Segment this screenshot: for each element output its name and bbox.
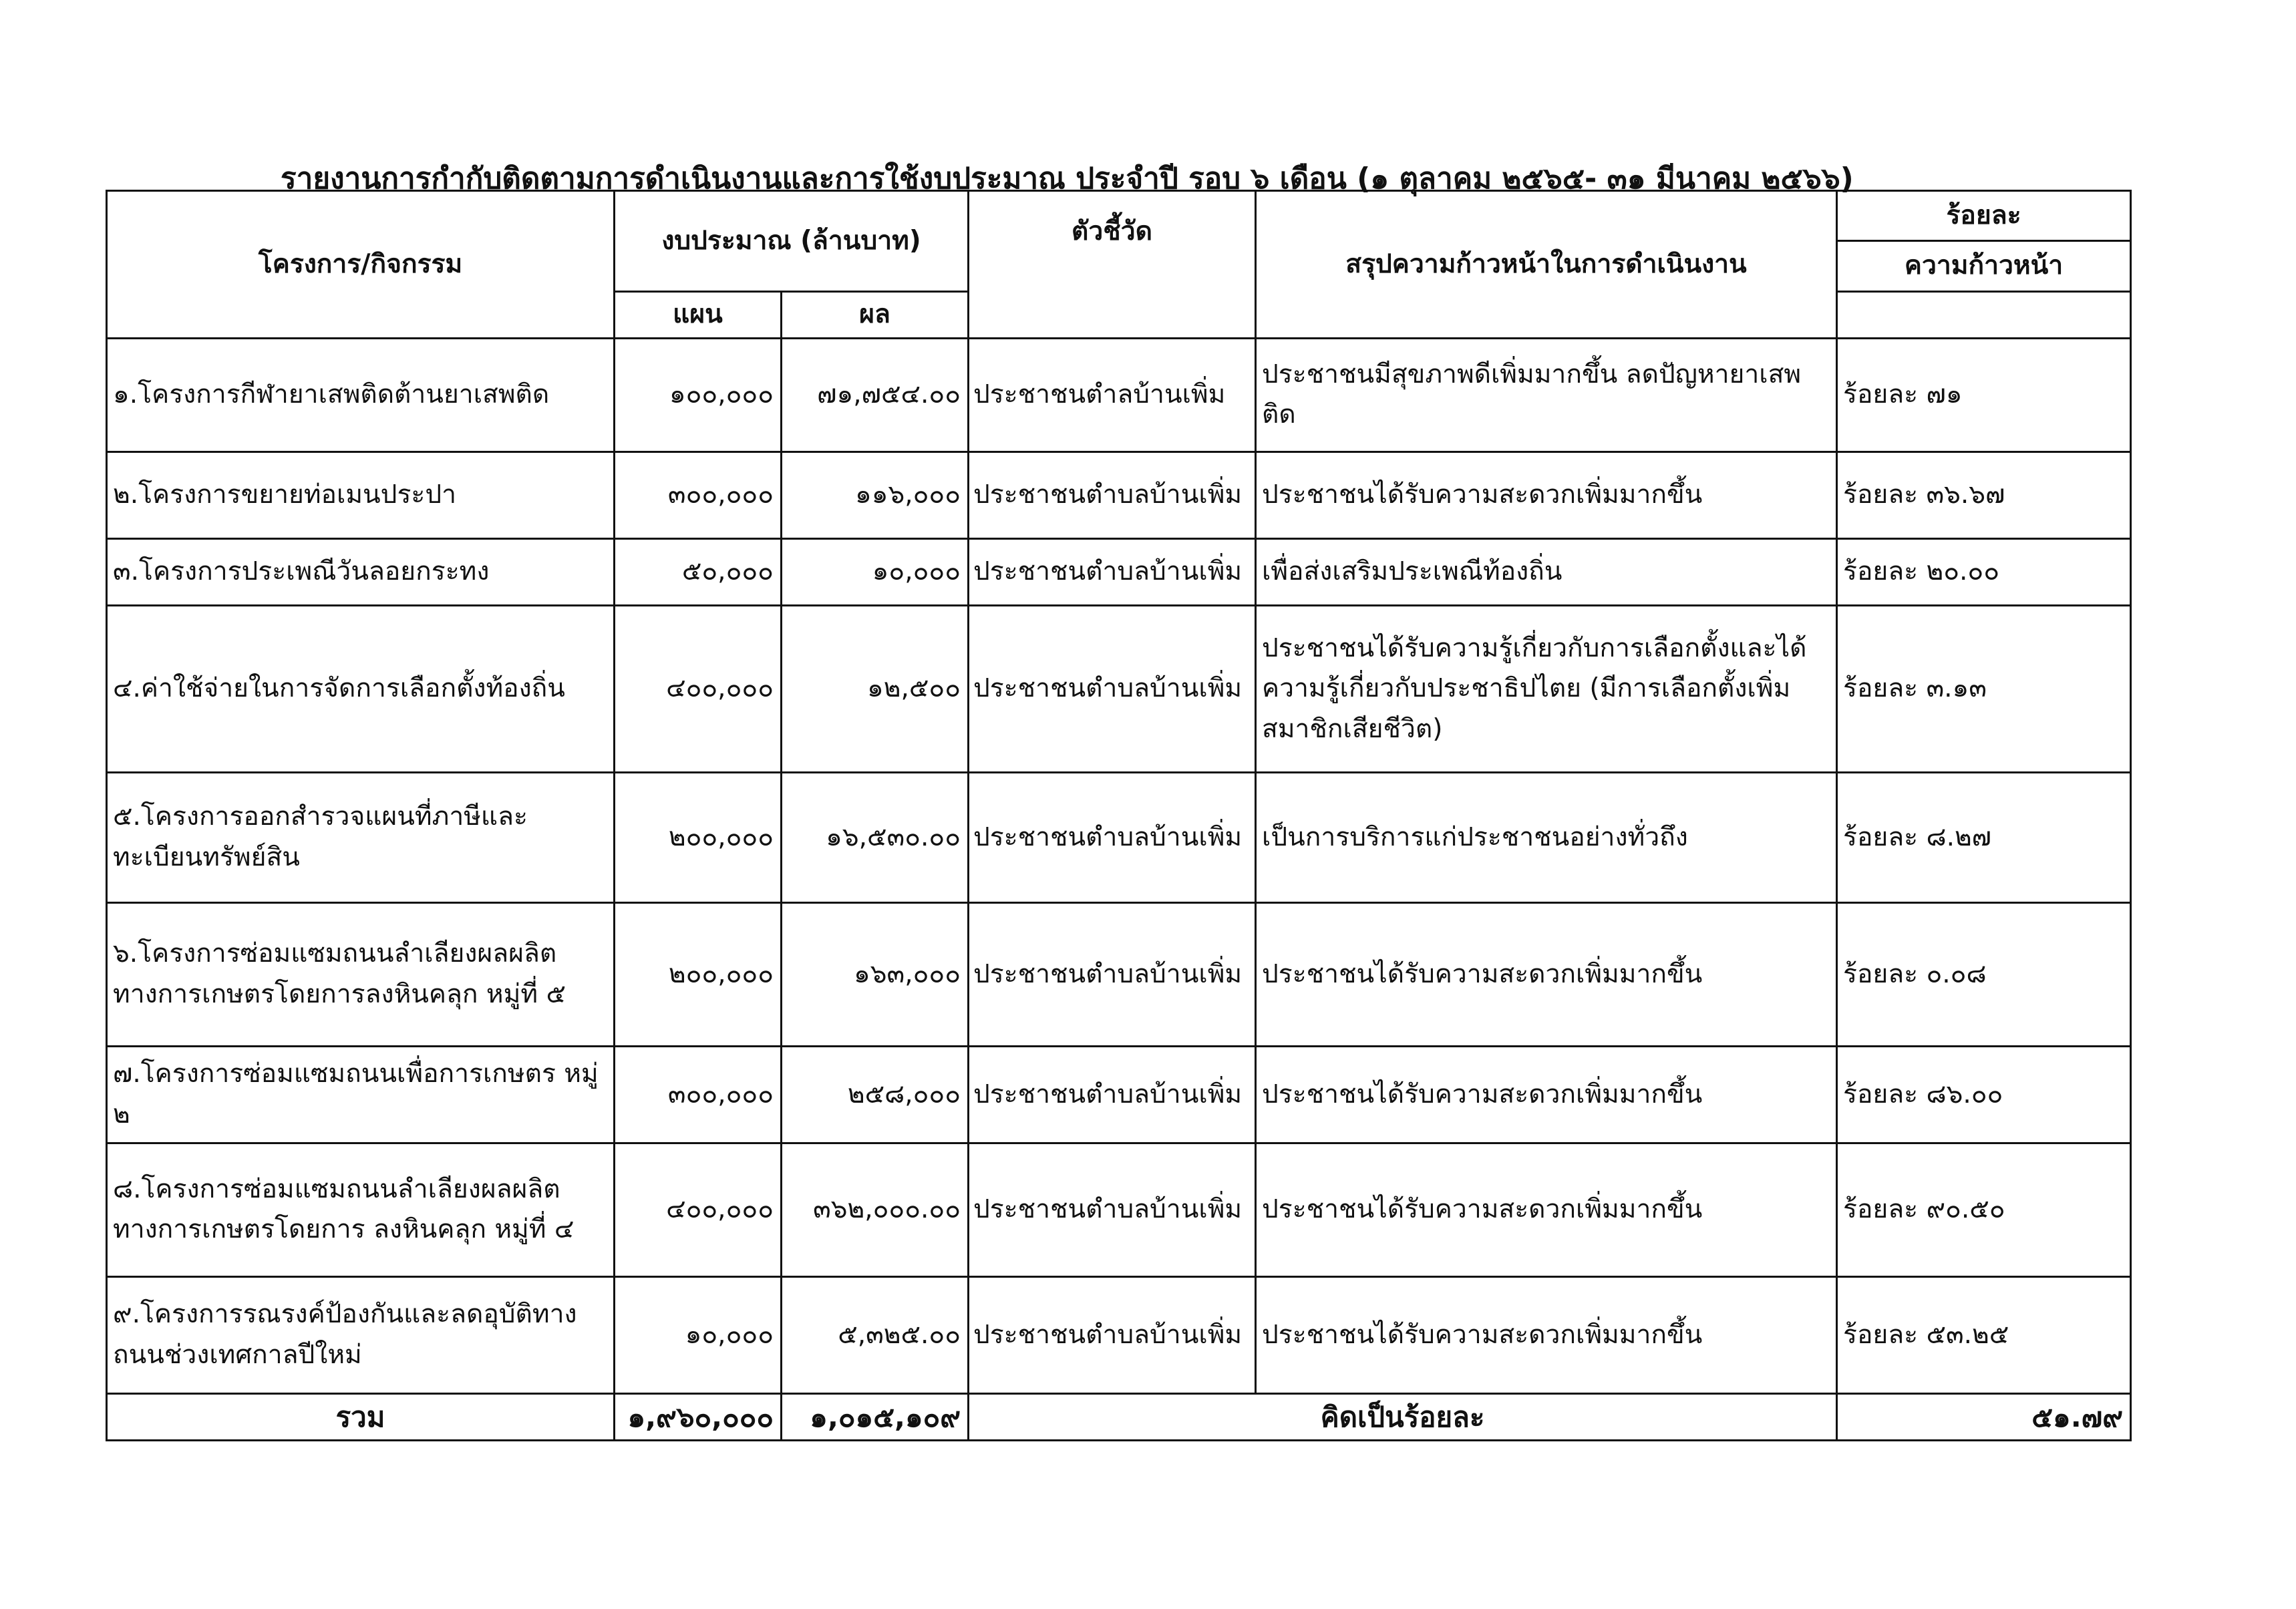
row-plan: ๑๐๐,๐๐๐ xyxy=(615,338,782,452)
row-result: ๑๐,๐๐๐ xyxy=(782,538,969,605)
row-plan: ๔๐๐,๐๐๐ xyxy=(615,605,782,772)
row-indicator: ประชาชนตำบลบ้านเพิ่ม xyxy=(969,902,1256,1046)
row-plan: ๓๐๐,๐๐๐ xyxy=(615,452,782,538)
total-summary-label: คิดเป็นร้อยละ xyxy=(969,1393,1837,1440)
row-indicator: ประชาชนตำลบ้านเพิ่ม xyxy=(969,338,1256,452)
row-percent: ร้อยละ ๓๖.๖๗ xyxy=(1837,452,2131,538)
row-project: ๙.โครงการรณรงค์ป้องกันและลดอุบัติทางถนนช่วงเทศกาลปีใหม่ xyxy=(107,1276,615,1393)
row-percent: ร้อยละ ๗๑ xyxy=(1837,338,2131,452)
table-row xyxy=(107,338,2131,452)
header-percent xyxy=(1837,191,2131,292)
row-percent: ร้อยละ ๘.๒๗ xyxy=(1837,772,2131,902)
total-percent: ๕๑.๗๙ xyxy=(1837,1393,2131,1440)
row-summary: ประชาชนได้รับความสะดวกเพิ่มมากขึ้น xyxy=(1256,1276,1837,1393)
header-percent-top: ร้อยละ xyxy=(1838,192,2130,242)
row-summary: ประชาชนได้รับความรู้เกี่ยวกับการเลือกตั้งและได้ความรู้เกี่ยวกับประชาธิปไตย (มีการเลือกตั้งเพิ่มสมาชิกเสียชีวิต) xyxy=(1256,605,1837,772)
total-row xyxy=(107,1393,2131,1440)
row-indicator: ประชาชนตำบลบ้านเพิ่ม xyxy=(969,1143,1256,1276)
row-plan: ๑๐,๐๐๐ xyxy=(615,1276,782,1393)
row-summary: ประชาชนได้รับความสะดวกเพิ่มมากขึ้น xyxy=(1256,452,1837,538)
row-project: ๕.โครงการออกสำรวจแผนที่ภาษีและทะเบียนทรัพย์สิน xyxy=(107,772,615,902)
table-row xyxy=(107,452,2131,538)
report-title: รายงานการกำกับติดตามการดำเนินงานและการใช้งบประมาณ ประจำปี รอบ ๖ เดือน (๑ ตุลาคม ๒๕๖๕- ๓๑ มีนาคม ๒๕๖๖) xyxy=(281,162,1854,196)
header-plan: แผน xyxy=(615,291,782,338)
row-percent: ร้อยละ ๘๖.๐๐ xyxy=(1837,1046,2131,1143)
table-row xyxy=(107,1143,2131,1276)
row-percent: ร้อยละ ๓.๑๓ xyxy=(1837,605,2131,772)
row-result: ๕,๓๒๕.๐๐ xyxy=(782,1276,969,1393)
total-result: ๑,๐๑๕,๑๐๙ xyxy=(782,1393,969,1440)
row-percent: ร้อยละ ๐.๐๘ xyxy=(1837,902,2131,1046)
row-plan: ๔๐๐,๐๐๐ xyxy=(615,1143,782,1276)
row-indicator: ประชาชนตำบลบ้านเพิ่ม xyxy=(969,772,1256,902)
row-result: ๑๖,๕๓๐.๐๐ xyxy=(782,772,969,902)
row-plan: ๕๐,๐๐๐ xyxy=(615,538,782,605)
table-row xyxy=(107,1046,2131,1143)
row-result: ๑๑๖,๐๐๐ xyxy=(782,452,969,538)
row-percent: ร้อยละ ๒๐.๐๐ xyxy=(1837,538,2131,605)
total-plan: ๑,๙๖๐,๐๐๐ xyxy=(615,1393,782,1440)
table-row xyxy=(107,605,2131,772)
row-result: ๑๖๓,๐๐๐ xyxy=(782,902,969,1046)
row-indicator: ประชาชนตำบลบ้านเพิ่ม xyxy=(969,1276,1256,1393)
header-budget: งบประมาณ (ล้านบาท) xyxy=(615,191,969,292)
row-summary: ประชาชนได้รับความสะดวกเพิ่มมากขึ้น xyxy=(1256,902,1837,1046)
row-indicator: ประชาชนตำบลบ้านเพิ่ม xyxy=(969,452,1256,538)
row-plan: ๓๐๐,๐๐๐ xyxy=(615,1046,782,1143)
row-project: ๔.ค่าใช้จ่ายในการจัดการเลือกตั้งท้องถิ่น xyxy=(107,605,615,772)
row-summary: ประชาชนได้รับความสะดวกเพิ่มมากขึ้น xyxy=(1256,1046,1837,1143)
row-plan: ๒๐๐,๐๐๐ xyxy=(615,772,782,902)
row-summary: เพื่อส่งเสริมประเพณีท้องถิ่น xyxy=(1256,538,1837,605)
table-row xyxy=(107,538,2131,605)
row-result: ๒๕๘,๐๐๐ xyxy=(782,1046,969,1143)
row-project: ๘.โครงการซ่อมแซมถนนลำเลียงผลผลิตทางการเกษตรโดยการ ลงหินคลุก หมู่ที่ ๔ xyxy=(107,1143,615,1276)
header-result: ผล xyxy=(782,291,969,338)
header-summary: สรุปความก้าวหน้าในการดำเนินงาน xyxy=(1256,191,1837,339)
row-project: ๗.โครงการซ่อมแซมถนนเพื่อการเกษตร หมู่ ๒ xyxy=(107,1046,615,1143)
header-project: โครงการ/กิจกรรม xyxy=(107,191,615,339)
row-summary: เป็นการบริการแก่ประชาชนอย่างทั่วถึง xyxy=(1256,772,1837,902)
row-indicator: ประชาชนตำบลบ้านเพิ่ม xyxy=(969,605,1256,772)
row-summary: ประชาชนมีสุขภาพดีเพิ่มมากขึ้น ลดปัญหายาเสพติด xyxy=(1256,338,1837,452)
row-indicator: ประชาชนตำบลบ้านเพิ่ม xyxy=(969,1046,1256,1143)
table-row xyxy=(107,902,2131,1046)
row-project: ๑.โครงการกีฬายาเสพติดต้านยาเสพติด xyxy=(107,338,615,452)
table-row xyxy=(107,772,2131,902)
header-indicator: ตัวชี้วัด xyxy=(969,191,1256,339)
row-percent: ร้อยละ ๕๓.๒๕ xyxy=(1837,1276,2131,1393)
row-percent: ร้อยละ ๙๐.๕๐ xyxy=(1837,1143,2131,1276)
row-project: ๒.โครงการขยายท่อเมนประปา xyxy=(107,452,615,538)
table-row xyxy=(107,1276,2131,1393)
row-project: ๓.โครงการประเพณีวันลอยกระทง xyxy=(107,538,615,605)
row-result: ๓๖๒,๐๐๐.๐๐ xyxy=(782,1143,969,1276)
row-result: ๗๑,๗๕๔.๐๐ xyxy=(782,338,969,452)
row-summary: ประชาชนได้รับความสะดวกเพิ่มมากขึ้น xyxy=(1256,1143,1837,1276)
total-label: รวม xyxy=(107,1393,615,1440)
row-plan: ๒๐๐,๐๐๐ xyxy=(615,902,782,1046)
row-result: ๑๒,๕๐๐ xyxy=(782,605,969,772)
header-percent-empty xyxy=(1837,291,2131,338)
row-project: ๖.โครงการซ่อมแซมถนนลำเลียงผลผลิตทางการเกษตรโดยการลงหินคลุก หมู่ที่ ๕ xyxy=(107,902,615,1046)
header-percent-bottom: ความก้าวหน้า xyxy=(1904,250,2064,281)
progress-table xyxy=(106,190,2132,1441)
row-indicator: ประชาชนตำบลบ้านเพิ่ม xyxy=(969,538,1256,605)
